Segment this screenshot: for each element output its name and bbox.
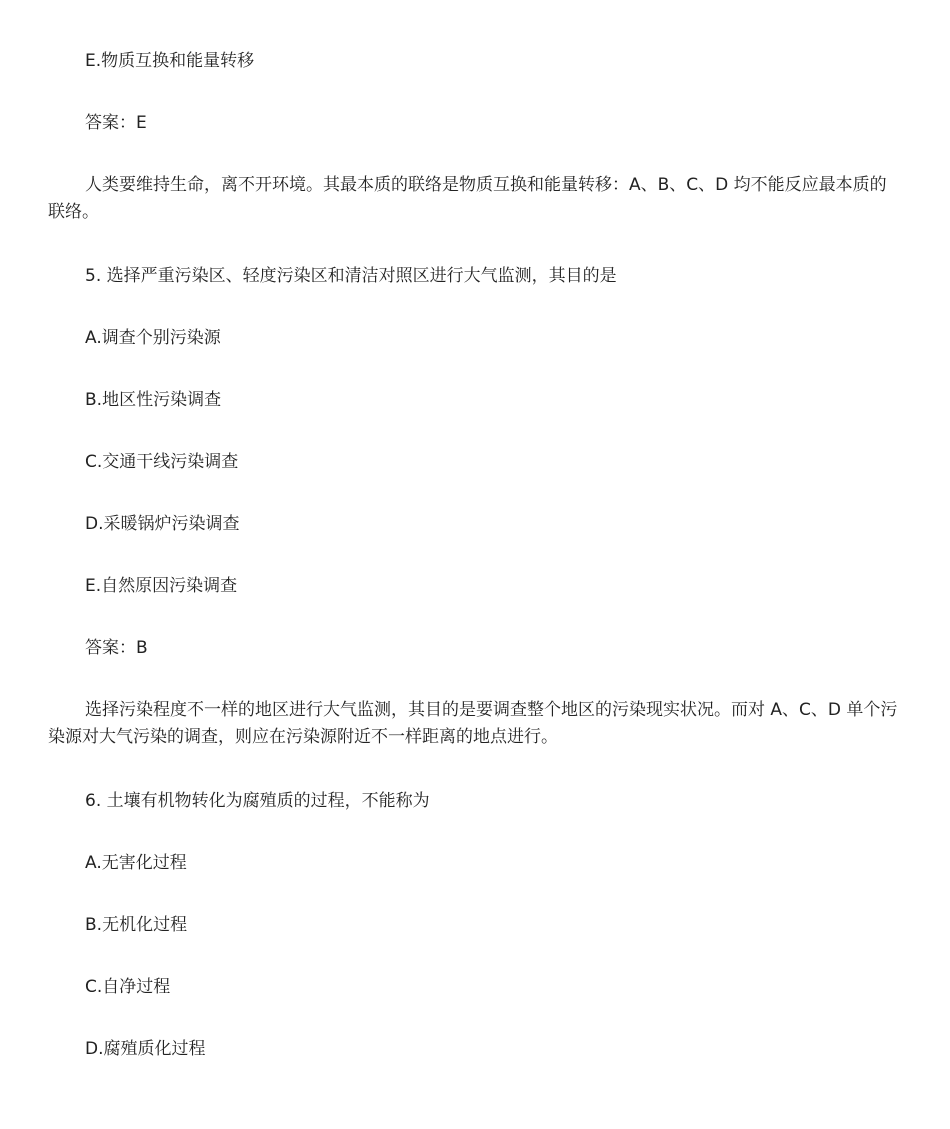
- question-5: 5. 选择严重污染区、轻度污染区和清洁对照区进行大气监测，其目的是: [85, 266, 617, 286]
- option-e-q5: E.自然原因污染调查: [85, 576, 238, 596]
- option-a-q5: A.调查个别污染源: [85, 328, 221, 348]
- option-d-q6: D.腐殖质化过程: [85, 1039, 206, 1059]
- question-6: 6. 土壤有机物转化为腐殖质的过程，不能称为: [85, 791, 430, 811]
- explanation-q4: 人类要维持生命，离不开环境。其最本质的联络是物质互换和能量转移：A、B、C、D 均不能反应最本质的联络。: [48, 175, 887, 222]
- option-d-q5: D.采暖锅炉污染调查: [85, 514, 240, 534]
- option-c-q5: C.交通干线污染调查: [85, 452, 239, 472]
- option-e-q4: E.物质互换和能量转移: [85, 51, 255, 71]
- option-b-q6: B.无机化过程: [85, 915, 188, 935]
- option-a-q6: A.无害化过程: [85, 853, 187, 873]
- option-c-q6: C.自净过程: [85, 977, 171, 997]
- option-b-q5: B.地区性污染调查: [85, 390, 222, 410]
- answer-q4: 答案：E: [85, 113, 147, 133]
- answer-q5: 答案：B: [85, 638, 148, 658]
- explanation-q5: 选择污染程度不一样的地区进行大气监测，其目的是要调查整个地区的污染现实状况。而对 A、C、D 单个污染源对大气污染的调查，则应在污染源附近不一样距离的地点进行。: [48, 700, 898, 747]
